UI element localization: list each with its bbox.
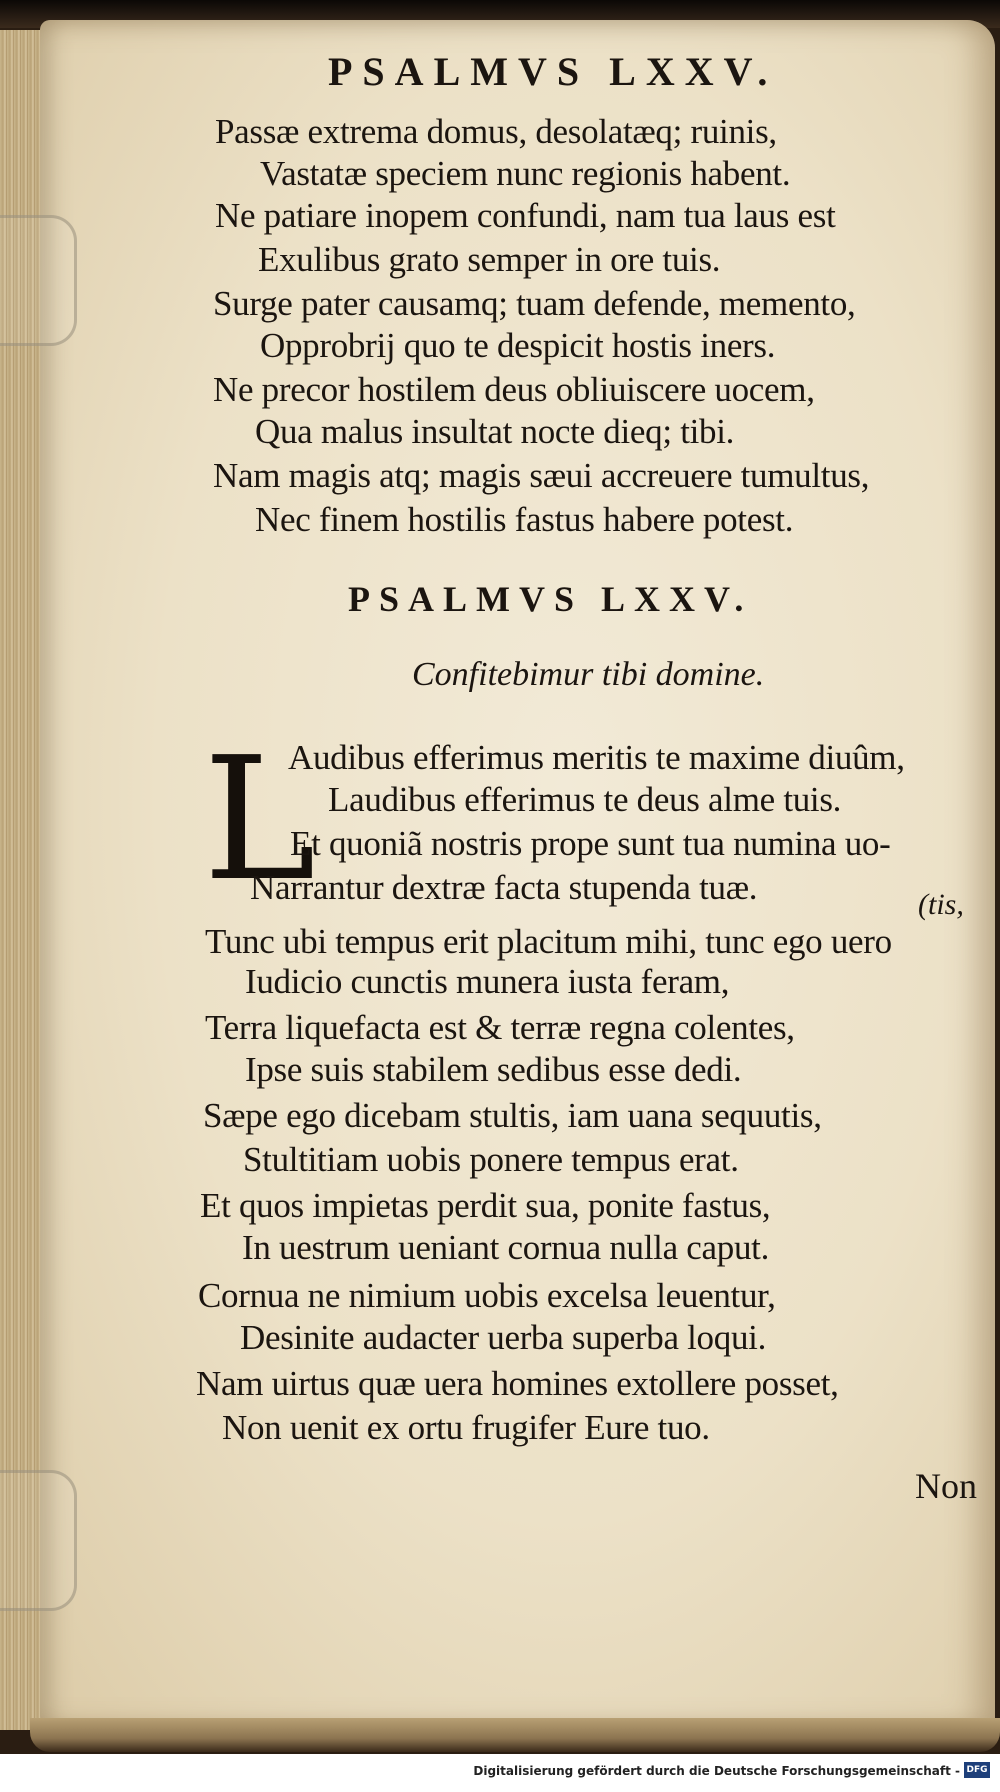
verse-line: Qua malus insultat nocte dieq; tibi. (255, 412, 735, 451)
verse-line: Stultitiam uobis ponere tempus erat. (243, 1140, 739, 1179)
psalm-title: PSALMVS LXXV. (348, 579, 753, 619)
verse-line: Ipse suis stabilem sedibus esse dedi. (245, 1050, 742, 1089)
verse-line: Opprobrij quo te despicit hostis iners. (260, 326, 776, 365)
digitization-footer (0, 1754, 1000, 1792)
verse-line: Passæ extrema domus, desolatæq; ruinis, (215, 112, 777, 151)
running-head: PSALMVS LXXV. (328, 49, 778, 94)
margin-continuation: (tis, (918, 888, 964, 921)
verse-line: Desinite audacter uerba superba loqui. (240, 1318, 767, 1357)
drop-initial: L (203, 721, 316, 919)
verse-line: Et quoniã nostris prope sunt tua numina uo- (290, 824, 891, 863)
verse-line: Audibus efferimus meritis te maxime diuûm, (288, 738, 905, 777)
verse-line: Terra liquefacta est & terræ regna colentes, (205, 1008, 795, 1047)
verse-line: Non uenit ex ortu frugifer Eure tuo. (222, 1408, 710, 1447)
verse-line: Surge pater causamq; tuam defende, memento, (213, 284, 856, 323)
catchword: Non (915, 1466, 977, 1506)
verse-line: Tunc ubi tempus erit placitum mihi, tunc ego uero (205, 922, 892, 961)
verse-line: Nam magis atq; magis sæui accreuere tumultus, (213, 456, 870, 495)
verse-line: Nec finem hostilis fastus habere potest. (255, 500, 794, 539)
verse-line: Ne patiare inopem confundi, nam tua laus est (215, 196, 836, 235)
verse-line: Sæpe ego dicebam stultis, iam uana sequutis, (203, 1096, 822, 1135)
verse-line: Et quos impietas perdit sua, ponite fastus, (200, 1186, 771, 1225)
footer-credit: Digitalisierung gefördert durch die Deutsche Forschungsgemeinschaft - (473, 1764, 960, 1778)
verse-line: Vastatæ speciem nunc regionis habent. (260, 154, 791, 193)
psalm-subtitle: Confitebimur tibi domine. (412, 656, 765, 693)
verse-line: Cornua ne nimium uobis excelsa leuentur, (198, 1276, 776, 1315)
verse-line: Laudibus efferimus te deus alme tuis. (328, 780, 842, 819)
verse-line: In uestrum ueniant cornua nulla caput. (242, 1228, 770, 1267)
dfg-logo: DFG (964, 1762, 990, 1778)
verse-line: Nam uirtus quæ uera homines extollere posset, (196, 1364, 839, 1403)
verse-line: Narrantur dextræ facta stupenda tuæ. (250, 868, 758, 907)
verse-line: Ne precor hostilem deus obliuiscere uocem, (213, 370, 815, 409)
verse-line: Iudicio cunctis munera iusta feram, (245, 962, 730, 1001)
verse-line: Exulibus grato semper in ore tuis. (258, 240, 721, 279)
